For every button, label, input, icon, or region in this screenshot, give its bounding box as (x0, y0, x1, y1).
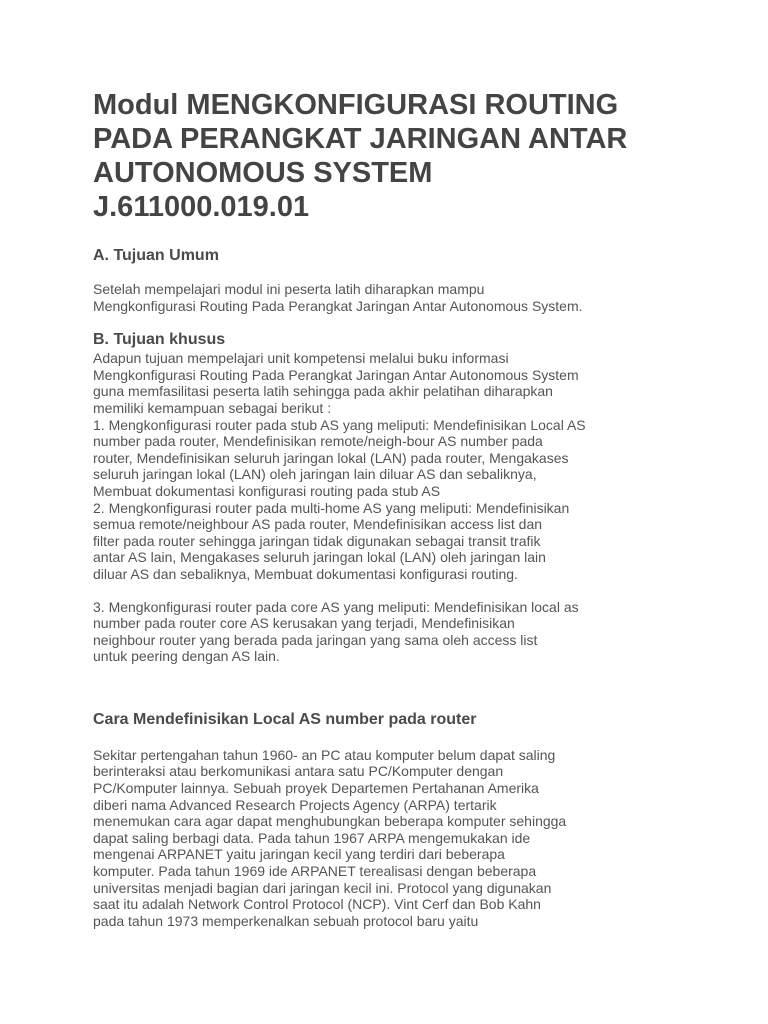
text-line: guna memfasilitasi peserta latih sehingga pada akhir pelatihan diharapkan (93, 383, 553, 400)
title-line: Modul MENGKONFIGURASI ROUTING (93, 89, 619, 121)
text-line: number pada router, Mendefinisikan remote/neigh-bour AS number pada (93, 433, 543, 450)
section-a-paragraph (93, 281, 693, 314)
text-line: semua remote/neighbour AS pada router, Mendefinisikan access list dan (93, 516, 543, 533)
document-title (93, 88, 693, 224)
text-line: berinteraksi atau berkomunikasi antara satu PC/Komputer dengan (93, 763, 504, 780)
text-line: diluar AS dan sebaliknya, Membuat dokumentasi konfigurasi routing. (93, 565, 518, 582)
text-line: PC/Komputer lainnya. Sebuah proyek Departemen Pertahanan Amerika (93, 780, 539, 797)
text-line: seluruh jaringan lokal (LAN) oleh jaringan lain diluar AS dan sebaliknya, (93, 466, 537, 483)
text-line: 1. Mengkonfigurasi router pada stub AS yang meliputi: Mendefinisikan Local AS (93, 416, 586, 433)
section-c-heading: Cara Mendefinisikan Local AS number pada router (93, 710, 477, 728)
section-a-heading: A. Tujuan Umum (93, 247, 219, 264)
text-line: Membuat dokumentasi konfigurasi routing pada stub AS (93, 482, 441, 499)
section-b-item-3 (93, 599, 693, 665)
title-line: PADA PERANGKAT JARINGAN ANTAR (93, 123, 628, 155)
text-line: mengenai ARPANET yaitu jaringan kecil yang terdiri dari beberapa (93, 846, 505, 863)
text-line: Setelah mempelajari modul ini peserta latih diharapkan mampu (93, 281, 485, 297)
text-line: memiliki kemampuan sebagai berikut : (93, 399, 332, 416)
text-line: saat itu adalah Network Control Protocol (NCP). Vint Cerf dan Bob Kahn (93, 896, 541, 913)
section-c-paragraph (93, 747, 693, 930)
text-line: router, Mendefinisikan seluruh jaringan lokal (LAN) pada router, Mengakases (93, 449, 569, 466)
text-line: universitas menjadi bagian dari jaringan kecil ini. Protocol yang digunakan (93, 879, 552, 896)
text-line: 3. Mengkonfigurasi router pada core AS yang meliputi: Mendefinisikan local as (93, 598, 579, 615)
text-line: neighbour router yang berada pada jaringan yang sama oleh access list (93, 631, 538, 648)
section-b-paragraph (93, 350, 693, 582)
text-line: untuk peering dengan AS lain. (93, 648, 280, 665)
text-line: filter pada router sehingga jaringan tidak digunakan sebagai transit trafik (93, 532, 541, 549)
text-line: Adapun tujuan mempelajari unit kompetensi melalui buku informasi (93, 350, 509, 367)
text-line: number pada router core AS kerusakan yang terjadi, Mendefinisikan (93, 615, 515, 632)
text-line: 2. Mengkonfigurasi router pada multi-home AS yang meliputi: Mendefinisikan (93, 499, 570, 516)
text-line: Mengkonfigurasi Routing Pada Perangkat Jaringan Antar Autonomous System (93, 366, 579, 383)
text-line: komputer. Pada tahun 1969 ide ARPANET terealisasi dengan beberapa (93, 863, 537, 880)
text-line: diberi nama Advanced Research Projects Agency (ARPA) tertarik (93, 796, 497, 813)
text-line: Mengkonfigurasi Routing Pada Perangkat Jaringan Antar Autonomous System. (93, 297, 583, 314)
text-line: menemukan cara agar dapat menghubungkan beberapa komputer sehingga (93, 813, 567, 830)
document-page (93, 88, 693, 929)
section-b-heading: B. Tujuan khusus (93, 331, 226, 349)
text-line: pada tahun 1973 memperkenalkan sebuah protocol baru yaitu (93, 912, 479, 929)
title-line: J.611000.019.01 (93, 191, 310, 223)
text-line: dapat saling berbagi data. Pada tahun 1967 ARPA mengemukakan ide (93, 829, 531, 846)
title-line: AUTONOMOUS SYSTEM (93, 157, 433, 189)
text-line: Sekitar pertengahan tahun 1960- an PC atau komputer belum dapat saling (93, 746, 556, 763)
text-line: antar AS lain, Mengakases seluruh jaringan lokal (LAN) oleh jaringan lain (93, 549, 546, 566)
